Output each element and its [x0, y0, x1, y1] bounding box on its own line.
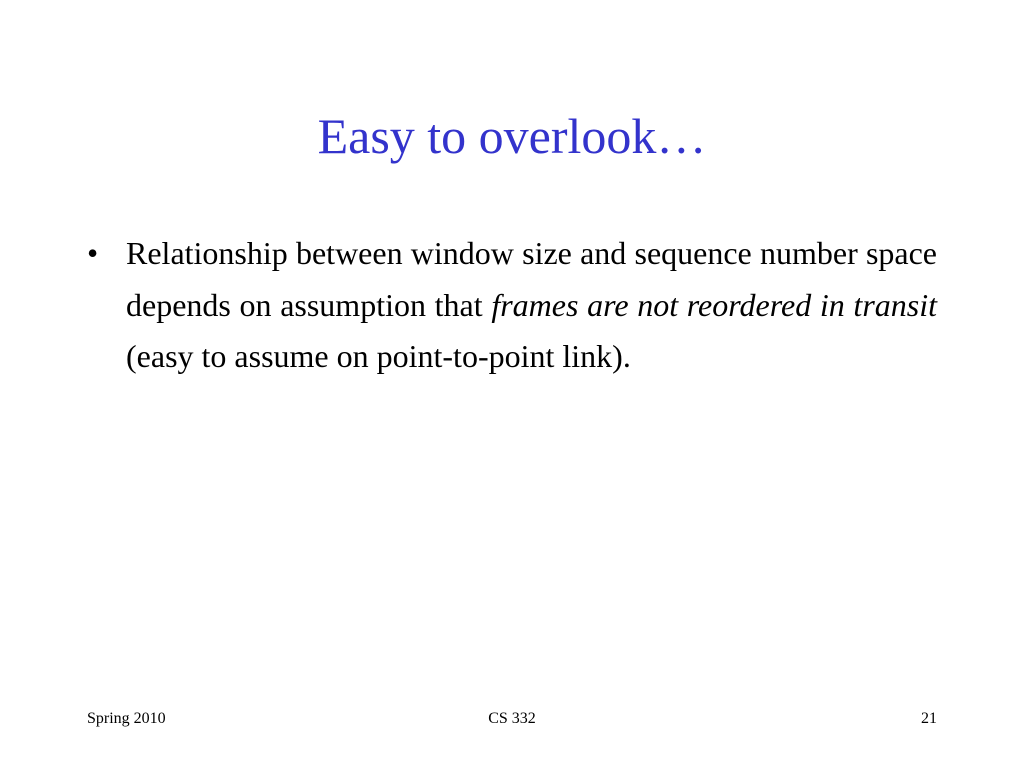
bullet-icon: •	[87, 235, 99, 271]
footer-date: Spring 2010	[87, 710, 166, 727]
bullet-list	[87, 228, 937, 383]
bullet-text	[126, 235, 937, 374]
bullet-text-emphasis: frames are not reordered in transit	[491, 286, 938, 323]
slide-title: Easy to overlook…	[317, 108, 707, 164]
bullet-text-after: (easy to assume on point-to-point link).	[126, 338, 631, 374]
bullet-text-before: Relationship between window size and sequence number space depends on assumption that	[126, 235, 937, 323]
bullet-item	[87, 228, 937, 383]
footer-page-number: 21	[921, 710, 937, 727]
footer-course: CS 332	[488, 710, 536, 727]
